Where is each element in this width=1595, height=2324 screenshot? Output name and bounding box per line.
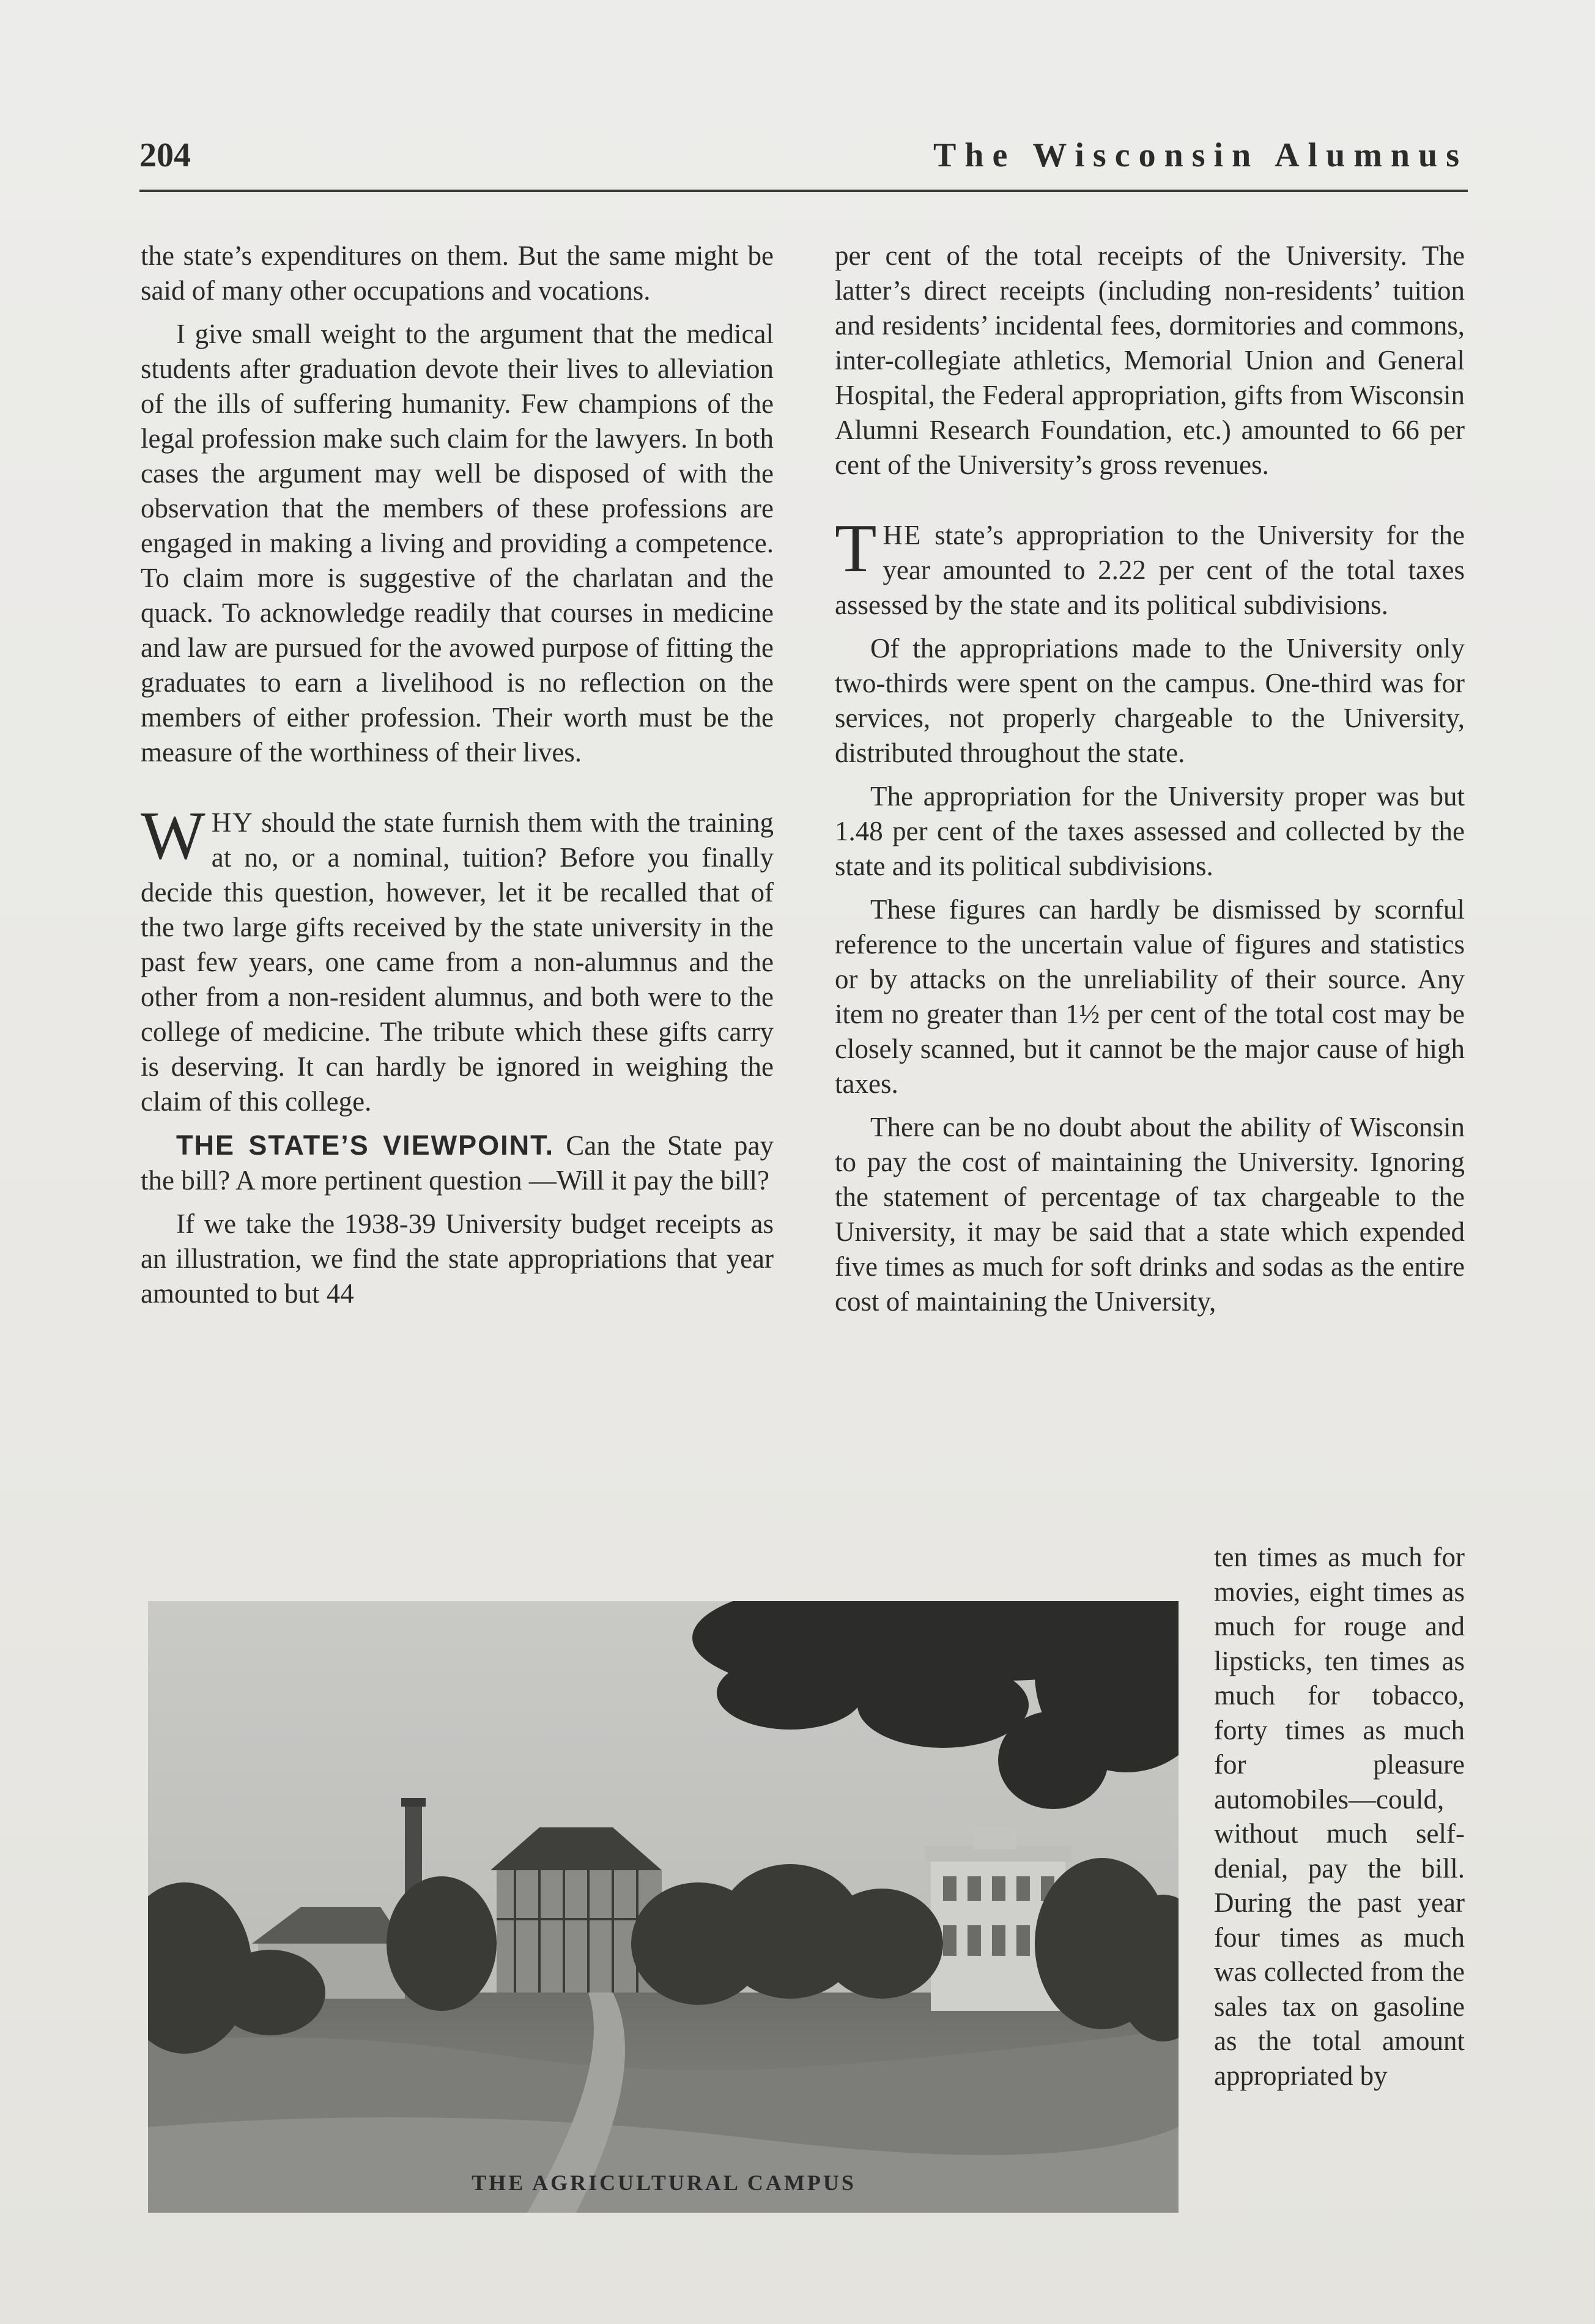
page-header [139, 136, 1468, 185]
left-column [141, 239, 774, 1320]
narrow-column [1214, 1540, 1465, 2093]
header-rule [139, 190, 1468, 192]
journal-title: The Wisconsin Alumnus [933, 136, 1468, 174]
campus-photo-image [148, 1601, 1179, 2213]
paragraph-dropcap: THE state’s appropriation to the University for the year amounted to 2.22 per cent of the total taxes assessed by the state and its political subdivisions. [835, 511, 1465, 620]
right-column [835, 239, 1465, 1328]
section-heading: THE STATE’S VIEWPOINT. [176, 1130, 555, 1161]
paragraph-section: THE STATE’S VIEWPOINT. Can the State pay the bill? A more pertinent question —Will it pay the bill? [141, 1130, 774, 1196]
paragraph: ten times as much for movies, eight times as much for rouge and lipsticks, ten times as much for tobacco, forty times as much for pleasure automobiles—could, without much self-denial, pay the bill. During the past year four times as much was collected from the sales tax on gasoline as the total amount appropriated by [1214, 1542, 1465, 2091]
campus-photo [148, 1601, 1179, 2213]
paragraph: the state’s expenditures on them. But the same might be said of many other occupations and vocations. [141, 240, 774, 306]
paragraph: If we take the 1938-39 University budget receipts as an illustration, we find the state appropriations that year amounted to but 44 [141, 1208, 774, 1309]
paragraph: Of the appropriations made to the University only two-thirds were spent on the campus. One-third was for services, not properly chargeable to the University, distributed throughout the state. [835, 633, 1465, 768]
drop-cap: W [141, 798, 205, 874]
photo-caption: THE AGRICULTURAL CAMPUS [472, 2170, 856, 2195]
paragraph: The appropriation for the University proper was but 1.48 per cent of the taxes assessed and collected by the state and its political subdivisions. [835, 781, 1465, 881]
drop-cap: T [835, 511, 877, 587]
paragraph: There can be no doubt about the ability of Wisconsin to pay the cost of maintaining the University. Ignoring the statement of percentage of tax chargeable to the University, it may be said that a state which expended five times as much for soft drinks and sodas as the entire cost of maintaining the University, [835, 1112, 1465, 1317]
paragraph: per cent of the total receipts of the University. The latter’s direct receipts (including non-residents’ tuition and residents’ incidental fees, dormitories and commons, inter-collegiate athletics, Memorial Union and General Hospital, the Federal appropriation, gifts from Wisconsin Alumni Research Foundation, etc.) amounted to 66 per cent of the University’s gross revenues. [835, 240, 1465, 480]
paragraph: I give small weight to the argument that the medical students after graduation devote their lives to alleviation of the ills of suffering humanity. Few champions of the legal profession make such claim for the lawyers. In both cases the argument may well be disposed of with the observation that the members of these professions are engaged in making a living and providing a competence. To claim more is suggestive of the charlatan and the quack. To acknowledge readily that courses in medicine and law are pursued for the avowed purpose of fitting the graduates to earn a livelihood is no reflection on the members of either profession. Their worth must be the measure of the worthiness of their lives. [141, 319, 774, 768]
paragraph-dropcap: WHY should the state furnish them with the training at no, or a nominal, tuition? Before you finally decide this question, however, let it be recalled that of the two large gifts received by the state university in the past few years, one came from a non-alumnus and the other from a non-resident alumnus, and both were to the college of medicine. The tribute which these gifts carry is deserving. It can hardly be ignored in weighing the claim of this college. [141, 798, 774, 1117]
page-number: 204 [139, 136, 191, 174]
paragraph: These figures can hardly be dismissed by scornful reference to the uncertain value of figures and statistics or by attacks on the unreliability of their source. Any item no greater than 1½ per cent of the total cost may be closely scanned, but it cannot be the major cause of high taxes. [835, 894, 1465, 1099]
